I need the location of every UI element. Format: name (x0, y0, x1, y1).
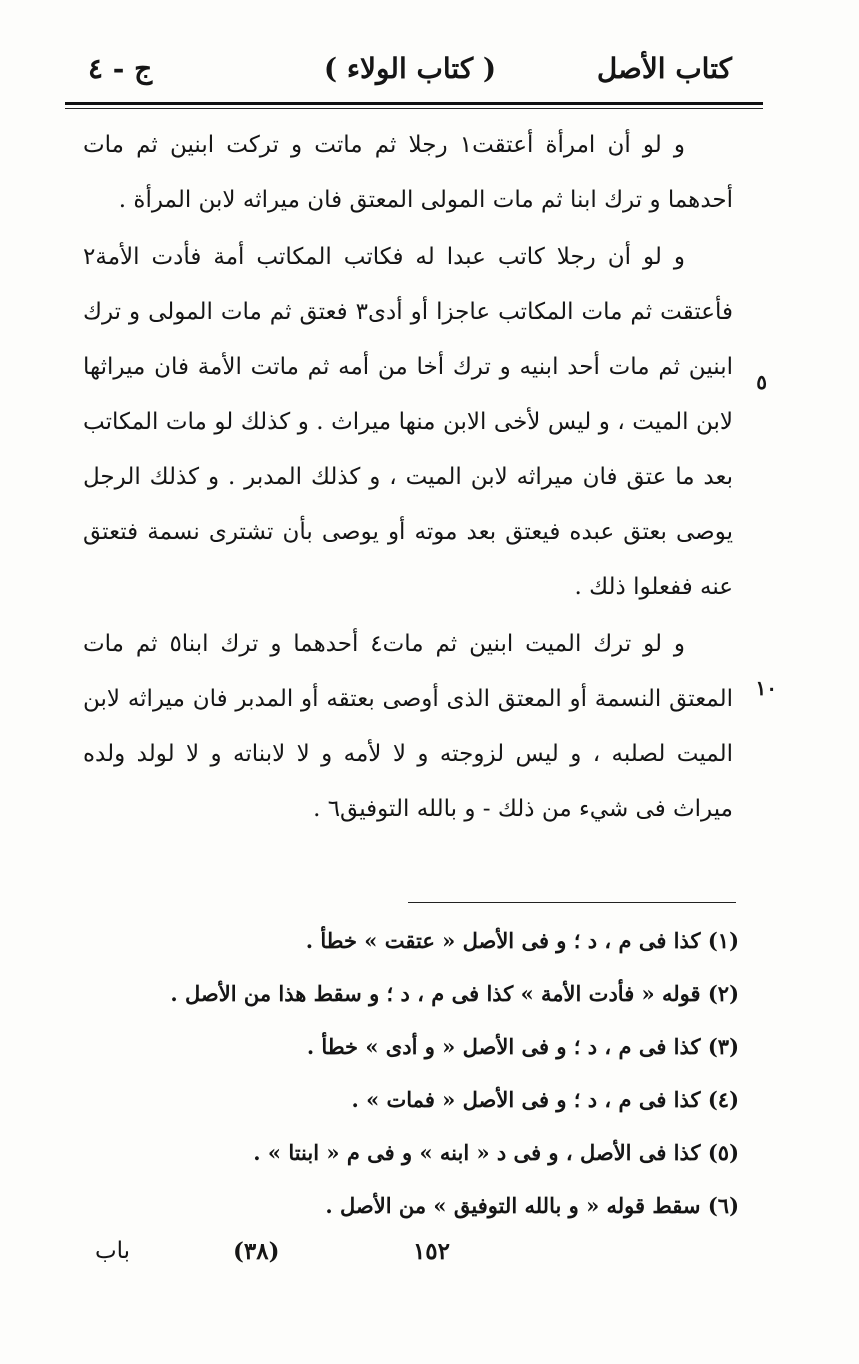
footnote-separator (408, 902, 736, 903)
volume-number: ج - ٤ (88, 52, 153, 85)
footnote-3: (٣) كذا فى م ، د ؛ و فى الأصل « و أدى » خطأ . (306, 1034, 739, 1059)
footnote-5: (٥) كذا فى الأصل ، و فى د « ابنه » و فى م « ابنتا » . (253, 1140, 739, 1165)
catchword: باب (95, 1238, 131, 1264)
header-rule-thin (65, 108, 763, 109)
section-title: ( كتاب الولاء ) (323, 52, 497, 85)
paragraph-2: و لو أن رجلا كاتب عبدا له فكاتب المكاتب أمة فأدت الأمة٢ فأعتقت ثم مات المكاتب عاجزا أو أدى٣ فعتق ثم مات المولى و ترك ابنين ثم مات أحد ابنيه و ترك أخا من أمه ثم ماتت الأمة فان ميراثها لابن الميت ، و ليس لأخى الابن منها ميراث . و كذلك لو مات المكاتب بعد ما عتق فان ميراثه لابن الميت ، و كذلك المدبر . و كذلك الرجل يوصى بعتق عبده فيعتق بعد موته أو يوصى بأن تشترى نسمة فتعتق عنه ففعلوا ذلك . (83, 244, 733, 600)
paragraph-1: و لو أن امرأة أعتقت١ رجلا ثم ماتت و تركت ابنين ثم مات أحدهما و ترك ابنا ثم مات المولى المعتق فان ميراثه لابن المرأة . (83, 132, 733, 213)
running-header (70, 46, 750, 96)
footnote-4: (٤) كذا فى م ، د ؛ و فى الأصل « فمات » . (351, 1087, 739, 1112)
page-number: ١٥٢ (412, 1238, 450, 1265)
signature-mark: (٣٨) (233, 1238, 280, 1265)
line-number-10: ١٠ (755, 676, 777, 700)
footnote-1: (١) كذا فى م ، د ؛ و فى الأصل « عتقت » خطأ . (305, 928, 739, 953)
page-footer (60, 1234, 760, 1274)
paragraph-3: و لو ترك الميت ابنين ثم مات٤ أحدهما و ترك ابنا٥ ثم مات المعتق النسمة أو المعتق الذى أوصى بعتقه أو المدبر فان ميراثه لابن الميت لصلبه ، و ليس لزوجته و لا لأمه و لا لابناته و لا لولد ولده ميراث فى شيء من ذلك - و بالله التوفيق٦ . (83, 631, 733, 822)
header-rule-thick (65, 102, 763, 105)
footnotes (139, 914, 739, 1232)
footnote-6: (٦) سقط قوله « و بالله التوفيق » من الأصل . (325, 1193, 739, 1218)
footnote-2: (٢) قوله « فأدت الأمة » كذا فى م ، د ؛ و سقط هذا من الأصل . (170, 981, 739, 1006)
main-text (83, 118, 733, 837)
book-title: كتاب الأصل (596, 52, 732, 85)
line-number-5: ٥ (756, 370, 767, 394)
